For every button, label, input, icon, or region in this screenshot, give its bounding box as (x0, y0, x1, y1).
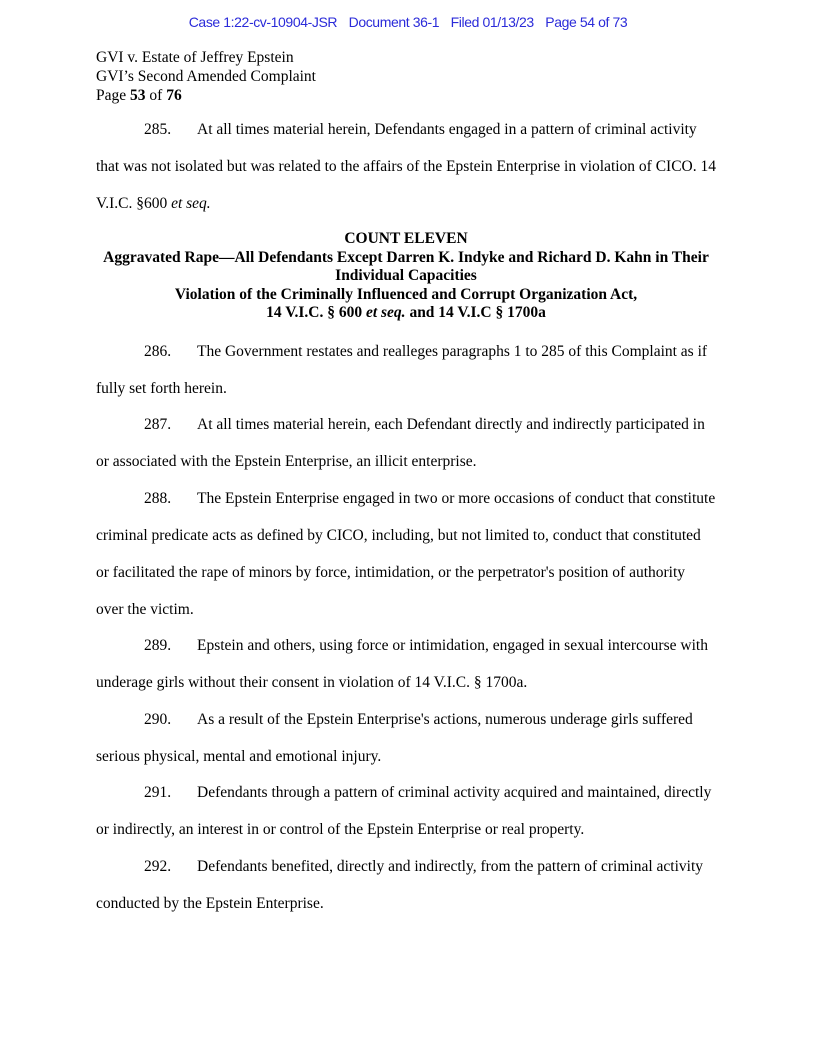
paragraph-288: 288. The Epstein Enterprise engaged in two or more occasions of conduct that constitute criminal predicate acts as defined by CICO, including, but not limited to, conduct that constituted or facilitated the rape of minors by force, intimidation, or the perpetrator's position of authority over the victim. (96, 490, 716, 618)
paragraph-290: 290. As a result of the Epstein Enterprise's actions, numerous underage girls suffered serious physical, mental and emotional injury. (96, 711, 693, 765)
paragraph-287: 287. At all times material herein, each Defendant directly and indirectly participated in or associated with the Epstein Enterprise, an illicit enterprise. (96, 416, 705, 470)
stamp-filed: Filed 01/13/23 (450, 14, 534, 30)
paragraph-289: 289. Epstein and others, using force or intimidation, engaged in sexual intercourse with underage girls without their consent in violation of 14 V.I.C. § 1700a. (96, 637, 708, 691)
court-filing-stamp (0, 14, 816, 30)
count-statute-cite: 14 V.I.C. § 600 et seq. and 14 V.I.C § 1700a (266, 304, 546, 321)
stamp-case: Case 1:22-cv-10904-JSR (188, 14, 338, 30)
count-heading (96, 230, 716, 323)
count-title: COUNT ELEVEN (344, 230, 468, 247)
stamp-document: Document 36-1 (348, 14, 440, 30)
count-statute-line: Violation of the Criminally Influenced and Corrupt Organization Act, (174, 285, 638, 303)
header-doc-title: GVI’s Second Amended Complaint (96, 68, 316, 85)
paragraph-291: 291. Defendants through a pattern of criminal activity acquired and maintained, directly or indirectly, an interest in or control of the Epstein Enterprise or real property. (96, 784, 712, 838)
paragraph-286: 286. The Government restates and realleges paragraphs 1 to 285 of this Complaint as if fully set forth herein. (96, 343, 708, 397)
header-page-number: Page 53 of 76 (96, 87, 182, 104)
paragraph-292: 292. Defendants benefited, directly and indirectly, from the pattern of criminal activity conducted by the Epstein Enterprise. (96, 858, 703, 912)
paragraph-285: 285. At all times material herein, Defendants engaged in a pattern of criminal activity that was not isolated but was related to the affairs of the Epstein Enterprise in violation of CICO. 14 V.I.C. §600 et seq. (96, 121, 716, 212)
page-header (96, 48, 316, 105)
stamp-page: Page 54 of 73 (545, 14, 628, 30)
header-case-title: GVI v. Estate of Jeffrey Epstein (96, 49, 294, 66)
count-subtitle: Aggravated Rape—All Defendants Except Darren K. Indyke and Richard D. Kahn in Their Individual Capacities (103, 248, 709, 284)
